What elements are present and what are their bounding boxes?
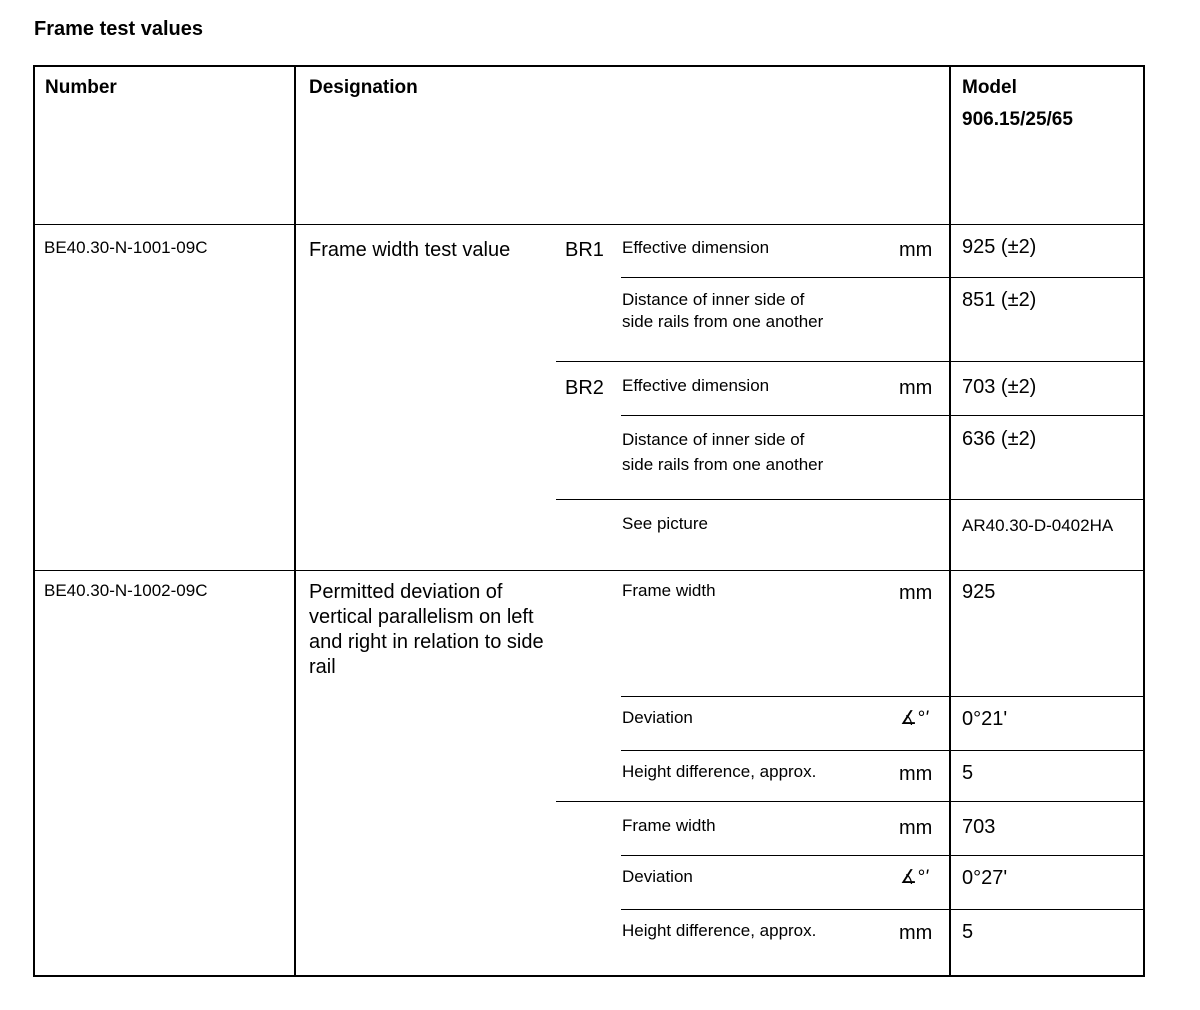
- angle-unit-icon: ∡°': [900, 708, 929, 729]
- header-model-label: Model: [962, 77, 1017, 98]
- header-model-value: 906.15/25/65: [962, 109, 1073, 130]
- item-unit: mm: [899, 582, 933, 604]
- item-value: 703: [962, 816, 996, 838]
- column-divider: [949, 66, 951, 976]
- item-value: 0°27': [962, 867, 1008, 889]
- row-divider: [621, 750, 1144, 751]
- item-label: [622, 289, 823, 333]
- row-divider: [34, 570, 1144, 571]
- item-label: Height difference, approx.: [622, 921, 817, 940]
- item-value: 925: [962, 581, 996, 603]
- angle-unit-icon: ∡°': [900, 867, 929, 888]
- row-divider: [556, 499, 1144, 500]
- page-title: Frame test values: [34, 18, 203, 40]
- item-label-line: side rails from one another: [622, 312, 824, 331]
- row-divider: [621, 855, 1144, 856]
- header-model: [962, 72, 1073, 136]
- item-value: 0°21': [962, 708, 1008, 730]
- item-unit: mm: [899, 763, 933, 785]
- item-unit: mm: [899, 922, 933, 944]
- row-divider: [556, 801, 1144, 802]
- row-divider: [621, 415, 1144, 416]
- item-value: 636 (±2): [962, 428, 1037, 450]
- item-value: 703 (±2): [962, 376, 1037, 398]
- item-label-line: side rails from one another: [622, 455, 824, 474]
- group-code-br1: BR1: [565, 239, 604, 261]
- row-designation: Frame width test value: [309, 239, 511, 261]
- item-label: [622, 427, 823, 477]
- row-divider: [621, 909, 1144, 910]
- item-label-line: Distance of inner side of: [622, 430, 805, 449]
- item-label: Effective dimension: [622, 376, 770, 395]
- item-value: 925 (±2): [962, 236, 1037, 258]
- see-picture-reference: AR40.30-D-0402HA: [962, 516, 1114, 535]
- item-label: Height difference, approx.: [622, 762, 817, 781]
- header-number: Number: [45, 77, 117, 98]
- column-divider: [294, 66, 296, 976]
- item-label: Effective dimension: [622, 238, 770, 257]
- item-value: 5: [962, 762, 974, 784]
- item-unit: mm: [899, 817, 933, 839]
- see-picture-label: See picture: [622, 514, 708, 533]
- item-label: Deviation: [622, 867, 693, 886]
- item-unit: mm: [899, 377, 933, 399]
- row-divider: [621, 277, 1144, 278]
- group-code-br2: BR2: [565, 377, 604, 399]
- item-value: 851 (±2): [962, 289, 1037, 311]
- row-divider: [621, 696, 1144, 697]
- item-label: Deviation: [622, 708, 693, 727]
- row-designation: Permitted deviation of vertical parallelism on left and right in relation to side rail: [309, 581, 544, 678]
- item-label-line: Distance of inner side of: [622, 290, 805, 309]
- item-label: Frame width: [622, 581, 716, 600]
- row-number: BE40.30-N-1001-09C: [44, 238, 208, 257]
- item-label: Frame width: [622, 816, 716, 835]
- item-unit: mm: [899, 239, 933, 261]
- row-divider: [556, 361, 1144, 362]
- header-designation: Designation: [309, 77, 418, 98]
- item-value: 5: [962, 921, 974, 943]
- row-divider: [34, 224, 1144, 225]
- row-number: BE40.30-N-1002-09C: [44, 581, 208, 600]
